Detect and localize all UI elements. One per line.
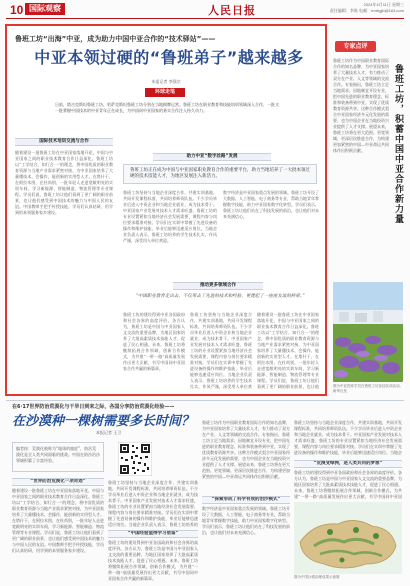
section-text-2: 鲁班工坊坚持与当地企业深度合作，共建实训基地，共同开发课程标准，共同培养师资队伍。不少学员毕业后进入中资企业和当地企业就业，成为技术骨干。中亚国家产业发展对技术人才需求旺盛，鲁班工坊的专业设置紧扣当地经济社会发展需要，课程内容与岗位要求精准对接。学员们在实训中掌握了先进设备的操作和维护技能，毕业后能够迅速适应岗位。当地企业负责人表示，鲁班工坊培养的学生技术扎实、作风严谨，深受用人单位欢迎。 (123, 190, 217, 243)
pull-quote: “中国职业教育走出去，不仅带去了先进的技术和经验，更建起了一座座友谊的桥梁。” (135, 294, 305, 299)
photo-caption: 图为中亚国家学员在鲁班工坊参加实训活动。新华社发 (333, 384, 403, 393)
editor-info: 责任编辑：李陈 电邮：rmrbgjb@163.com (329, 8, 404, 13)
lower-subhead-4: “荒漠变绿洲，是人类共同的梦想” (294, 460, 402, 468)
feature-headline: 中亚本领过硬的“鲁班弟子”越来越多 (34, 48, 304, 67)
sidebar-vertical-headline: 鲁班工坊，积蓄中国中亚合作新力量 (393, 64, 403, 224)
sidebar-tag: 专家点评 (335, 41, 376, 52)
feature-intro: 日前，塔吉克斯坦鲁班工坊、哈萨克斯坦鲁班工坊分别在当地揭牌运营。鲁班工坊在职业教育和技能培训领域深入合作，一批又一批掌握中国技术的中亚青年正在成长，为中国同中亚国家的务实合作注入持久动力。 (55, 102, 279, 113)
lower-text-1: 随着建设一批鲁班工坊在中亚国家落地开花，中国与中亚国家之间的职业技术教育合作日益深化。鲁班工坊以“工学结合、知行合一”的理念，将中国优质的职业教育资源与当地产业需求紧密对接，为中亚国家培养了大量懂技术、会操作、能创新的实用型人才。在塔什干，在阿拉木图，在杜尚别，一批年轻人走进宽敞明亮的实训车间，学习新能源、智能制造、物流管理等专业课程。学员们说，鲁班工坊让他们看到了更广阔的职业前景，也让他们感受到中国技术的魅力与中国人民的友谊。中国教师手把手传授技能，学员们认真钻研，用学到的本领服务家乡建设。 (12, 488, 104, 553)
date-line (330, 2, 404, 14)
sidebar-text: 鲁班工坊作为中国职业教育国际合作的知名品牌，为中亚国家培养了大量技术人才，有力推动了双方在产业、人文等领域的交流合作。专家指出，鲁班工坊立足当地需求，因地制宜开设专业，把中国先进的职业教育理念、标准和装备带到中亚，实现了优质教育资源共享。这种合作模式契合中亚国家经济多元化发展的需要，也为中国企业在当地投资兴业提供了人才支撑。展望未来，鲁班工坊将在更大范围、更宽领域、更深层次推进合作，为构建更加紧密的中国—中亚命运共同体作出积极贡献。 (333, 58, 389, 153)
sidebar-photo (333, 282, 403, 382)
feature-byline: 本报记者 李强宗 (151, 79, 181, 84)
lower-kicker: 在6·17世界防治荒漠化与干旱日到来之际，各国分享防治荒漠化经验—— (12, 404, 175, 410)
desert-map-image (294, 502, 402, 574)
lower-text-5: 数字经济是中亚国家重点发展的领域。鲁班工坊开设了大数据、人工智能、电子商务等专业，帮助当地青年掌握数字技能，助力中亚国家数字化转型。学员们表示，鲁班工坊让他们站在了科技发展的前沿，也让他们对未来充满信心。 (202, 506, 290, 535)
publication-date: 2024年4月11日 星期三 (363, 2, 404, 7)
lower-intro: 编者按：荒漠化被称为“地球的癌症”，防治荒漠化是全人类共同面临的挑战。中国在防沙治沙领域积累了丰富经验。 (12, 442, 104, 472)
feature-kicker: 鲁班工坊“出海”中亚，成为助力中国中亚合作的“技术驿站”—— (15, 35, 216, 43)
section-text-4a: 鲁班工坊的建设得到中亚各国政府和社会各界的高度评价。各方认为，鲁班工坊是中国与中亚国家人文交流的重要品牌，为地区国家培养了大批高素质技术技能人才，促进了民心相通。未来，鲁班工坊将继续拓展合作领域，创新合作模式，为共建“一带一路”高质量发展作出更大贡献，书写中国同中亚国家合作共赢的新篇章。 (123, 312, 185, 371)
lower-byline: 本报记者 王卫 (96, 430, 122, 435)
masthead-logo: 人民日报 (208, 4, 256, 17)
section-heading-2: 助力中亚“数字丝路”发展 (153, 153, 271, 161)
section-text-1: 随着建设一批鲁班工坊在中亚国家落地开花，中国与中亚国家之间的职业技术教育合作日益深化。鲁班工坊以“工学结合、知行合一”的理念，将中国优质的职业教育资源与当地产业需求紧密对接，为中亚国家培养了大量懂技术、会操作、能创新的实用型人才。在塔什干，在阿拉木图，在杜尚别，一批年轻人走进宽敞明亮的实训车间，学习新能源、智能制造、物流管理等专业课程。学员们说，鲁班工坊让他们看到了更广阔的职业前景，也让他们感受到中国技术的魅力与中国人民的友谊。中国教师手把手传授技能，学员们认真钻研，用学到的本领服务家乡建设。 (15, 150, 113, 215)
lower-text-3: 鲁班工坊的建设得到中亚各国政府和社会各界的高度评价。各方认为，鲁班工坊是中国与中亚国家人文交流的重要品牌，为地区国家培养了大批高素质技术技能人才，促进了民心相通。未来，鲁班工坊将继续拓展合作领域，创新合作模式，为共建“一带一路”高质量发展作出更大贡献，书写中国同中亚国家合作共赢的新篇章。 (108, 540, 198, 581)
header-rule (6, 18, 404, 19)
lower-subhead-1: “世界防治荒漠化一项奇迹” (12, 478, 104, 486)
section-text-4b: 鲁班工坊坚持与当地企业深度合作，共建实训基地，共同开发课程标准，共同培养师资队伍。不少学员毕业后进入中资企业和当地企业就业，成为技术骨干。中亚国家产业发展对技术人才需求旺盛，鲁班工坊的专业设置紧扣当地经济社会发展需要，课程内容与岗位要求精准对接。学员们在实训中掌握了先进设备的操作和维护技能，毕业后能够迅速适应岗位。当地企业负责人表示，鲁班工坊培养的学生技术扎实、作风严谨，深受用人单位欢 (190, 312, 252, 389)
page-header (0, 0, 410, 20)
feature-badge: 环球走笔 (145, 88, 185, 97)
page-number: 10 (10, 3, 24, 17)
lower-text-6: 鲁班工坊坚持与当地企业深度合作，共建实训基地，共同开发课程标准，共同培养师资队伍。不少学员毕业后进入中资企业和当地企业就业，成为技术骨干。中亚国家产业发展对技术人才需求旺盛，鲁班工坊的专业设置紧扣当地经济社会发展需要，课程内容与岗位要求精准对接。学员们在实训中掌握了先进设备的操作和维护技能，毕业后能够迅速适应岗位。当地企 (294, 420, 402, 455)
section-heading-3: 推动更多领域合作 (173, 282, 263, 290)
lower-text-2: 鲁班工坊坚持与当地企业深度合作，共建实训基地，共同开发课程标准，共同培养师资队伍。不少学员毕业后进入中资企业和当地企业就业，成为技术骨干。中亚国家产业发展对技术人才需求旺盛，鲁班工坊的专业设置紧扣当地经济社会发展需要，课程内容与岗位要求精准对接。学员们在实训中掌握了先进设备的操作和维护技能，毕业后能够迅速适应岗位。当地企业负责人表示，鲁班工坊培养的 (108, 480, 198, 527)
lower-divider (6, 400, 404, 401)
feature-article[interactable] (5, 24, 327, 396)
section-heading-1: 国际技术培训交流与合作 (15, 138, 113, 146)
lower-subhead-2: “探索形成了科学有效的治沙模式” (202, 496, 290, 504)
lower-text-7: 鲁班工坊的建设得到中亚各国政府和社会各界的高度评价。各方认为，鲁班工坊是中国与中亚国家人文交流的重要品牌，为地区国家培养了大批高素质技术技能人才，促进了民心相通。未来，鲁班工坊将继续拓展合作领域，创新合作模式，为共建“一带一路”高质量发展作出更大贡献，书写中国同中亚国 (294, 470, 402, 499)
lower-subhead-3: “中国经验值得学习借鉴” (108, 530, 198, 538)
qr-code-icon[interactable] (118, 442, 152, 476)
section-text-4c: 随着建设一批鲁班工坊在中亚国家落地开花，中国与中亚国家之间的职业技术教育合作日益深化。鲁班工坊以“工学结合、知行合一”的理念，将中国优质的职业教育资源与当地产业需求紧密对接，为中亚国家培养了大量懂技术、会操作、能创新的实用型人才。在塔什干，在阿拉木图，在杜尚别，一批年轻人走进宽敞明亮的实训车间，学习新能源、智能制造、物流管理等专业课程。学员们说，鲁班工坊让他们看到了更广阔的职业前景，也让他 (257, 312, 319, 389)
section-text-3: 数字经济是中亚国家重点发展的领域。鲁班工坊开设了大数据、人工智能、电子商务等专业，帮助当地青年掌握数字技能，助力中亚国家数字化转型。学员们表示，鲁班工坊让他们站在了科技发展的前沿，也让他们对未来充满信心。 (223, 190, 319, 219)
lower-text-4: 鲁班工坊作为中国职业教育国际合作的知名品牌，为中亚国家培养了大量技术人才，有力推动了双方在产业、人文等领域的交流合作。专家指出，鲁班工坊立足当地需求，因地制宜开设专业，把中国先进的职业教育理念、标准和装备带到中亚，实现了优质教育资源共享。这种合作模式契合中亚国家经济多元化发展的需要，也为中国企业在当地投资兴业提供了人才支撑。展望未来，鲁班工坊将在更大范围、更宽领域、更深层次推进合作，为构建更加紧密的中国—中亚命运共同体作出积极贡献。 (202, 420, 290, 479)
box-quote: 鲁班工坊正在成为中国与中亚国家职业教育合作的重要平台，助力当地培养了一大批本领过硬的技术技能人才，为地区发展注入新活力。 (123, 164, 317, 184)
lower-headline: 在沙漠种一棵树需要多长时间？ (12, 414, 195, 429)
section-label: 国际观察 (25, 3, 65, 15)
map-caption: 图为中国沙漠治理成果示意图 (294, 575, 340, 579)
